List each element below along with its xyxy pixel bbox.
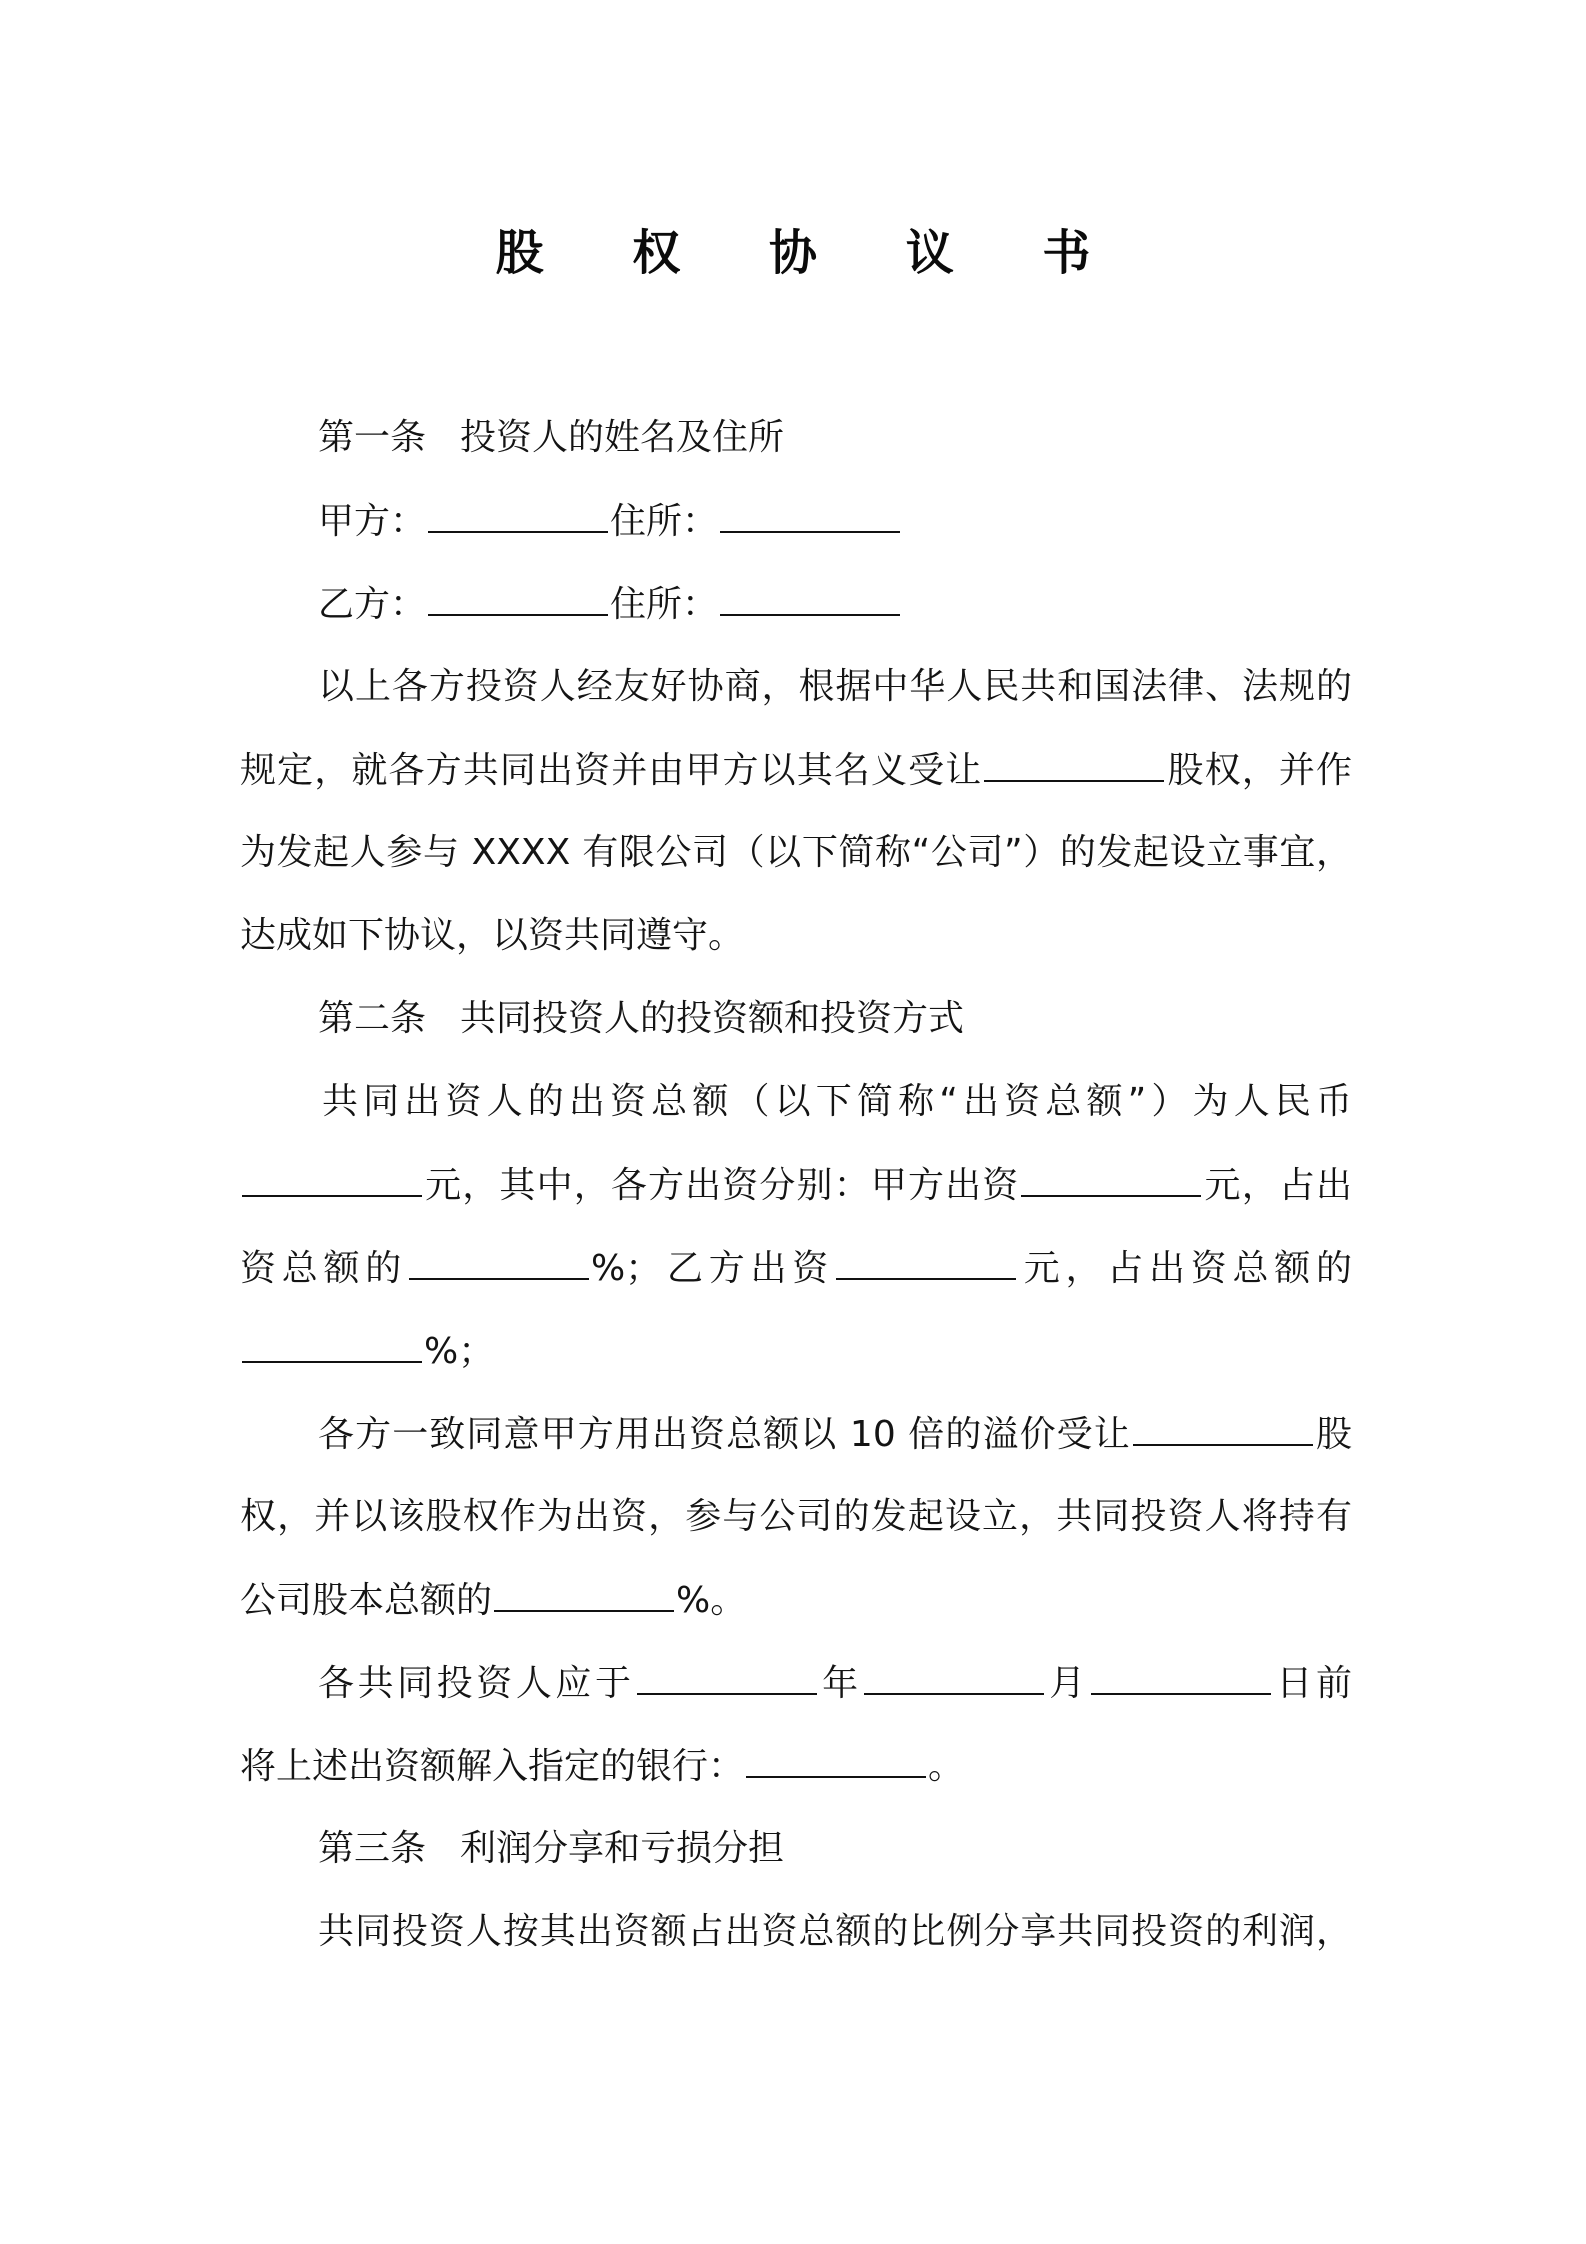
article-2-para-2-line-3 — [240, 1576, 746, 1625]
article-2-para-1-line-4 — [240, 1327, 494, 1376]
article-2-para-1-line-3 — [240, 1244, 1352, 1293]
transfer-equity-blank[interactable] — [984, 746, 1164, 782]
article-1-heading — [318, 414, 784, 462]
para-text: 规定，就各方共同出资并由甲方以其名义受让 — [240, 750, 983, 791]
party-a-address-blank[interactable] — [720, 497, 900, 533]
party-b-address-blank[interactable] — [720, 580, 900, 616]
article-2-para-3-line-1 — [318, 1659, 1352, 1708]
para-text: 股 — [1314, 1414, 1352, 1455]
para-text: 各方一致同意甲方用出资总额以 10 倍的溢价受让 — [318, 1414, 1131, 1455]
article-1-para-line-4: 达成如下协议，以资共同遵守。 — [240, 915, 745, 956]
para-text: 年 — [818, 1663, 862, 1704]
party-b-label: 乙方： — [318, 584, 427, 625]
para-text: %； — [424, 1331, 495, 1372]
para-text: 公司股本总额的 — [240, 1580, 493, 1621]
month-blank[interactable] — [864, 1659, 1044, 1695]
party-b-percent-blank[interactable] — [242, 1327, 422, 1363]
party-b-contribution-blank[interactable] — [836, 1244, 1016, 1280]
bank-blank[interactable] — [746, 1742, 926, 1778]
total-capital-blank[interactable] — [242, 1161, 422, 1197]
para-text: 各共同投资人应于 — [318, 1663, 635, 1704]
article-3-heading — [318, 1825, 784, 1873]
article-2-para-1-line-2 — [240, 1161, 1352, 1210]
article-1-para-line-1: 以上各方投资人经友好协商，根据中华人民共和国法律、法规的 — [318, 666, 1352, 707]
party-a-address-label: 住所： — [610, 501, 719, 542]
document-title: 股 权 协 议 书 — [495, 225, 1127, 281]
para-text: %；乙方出资 — [591, 1248, 834, 1289]
article-1-number: 第一条 — [318, 417, 427, 458]
party-b-name-blank[interactable] — [428, 580, 608, 616]
year-blank[interactable] — [637, 1659, 817, 1695]
party-a-line — [318, 497, 902, 546]
day-blank[interactable] — [1091, 1659, 1271, 1695]
article-1-para-line-3: 为发起人参与 XXXX 有限公司（以下简称“公司”）的发起设立事宜， — [240, 832, 1352, 873]
article-3-number: 第三条 — [318, 1828, 427, 1869]
article-2-para-2-line-2: 权，并以该股权作为出资，参与公司的发起设立，共同投资人将持有 — [240, 1496, 1352, 1537]
para-text: 资总额的 — [240, 1248, 408, 1289]
para-text: 股权，并作 — [1166, 750, 1352, 791]
party-a-label: 甲方： — [318, 501, 427, 542]
party-a-name-blank[interactable] — [428, 497, 608, 533]
article-1-para-line-2 — [240, 746, 1352, 795]
para-text: 将上述出资额解入指定的银行： — [240, 1746, 745, 1787]
para-text: 月 — [1045, 1663, 1089, 1704]
party-b-line — [318, 580, 902, 629]
article-3-title: 利润分享和亏损分担 — [460, 1828, 785, 1869]
article-2-para-3-line-2 — [240, 1742, 964, 1791]
para-text: 元，其中，各方出资分别：甲方出资 — [424, 1165, 1020, 1206]
article-2-title: 共同投资人的投资额和投资方式 — [460, 998, 965, 1039]
para-text: 。 — [928, 1746, 965, 1787]
para-text: 元，占出 — [1203, 1165, 1352, 1206]
article-2-para-1-line-1: 共同出资人的出资总额（以下简称“出资总额”）为人民币 — [322, 1081, 1352, 1122]
para-text: %。 — [676, 1580, 747, 1621]
article-1-title: 投资人的姓名及住所 — [460, 417, 785, 458]
para-text: 日前 — [1272, 1663, 1352, 1704]
party-b-address-label: 住所： — [610, 584, 719, 625]
article-2-heading — [318, 995, 964, 1043]
premium-equity-blank[interactable] — [1133, 1410, 1313, 1446]
party-a-percent-blank[interactable] — [409, 1244, 589, 1280]
party-a-contribution-blank[interactable] — [1021, 1161, 1201, 1197]
para-text: 元，占出资总额的 — [1017, 1248, 1352, 1289]
article-2-number: 第二条 — [318, 998, 427, 1039]
article-3-para-1-line-1: 共同投资人按其出资额占出资总额的比例分享共同投资的利润， — [318, 1911, 1352, 1952]
article-2-para-2-line-1 — [318, 1410, 1352, 1459]
share-capital-percent-blank[interactable] — [494, 1576, 674, 1612]
